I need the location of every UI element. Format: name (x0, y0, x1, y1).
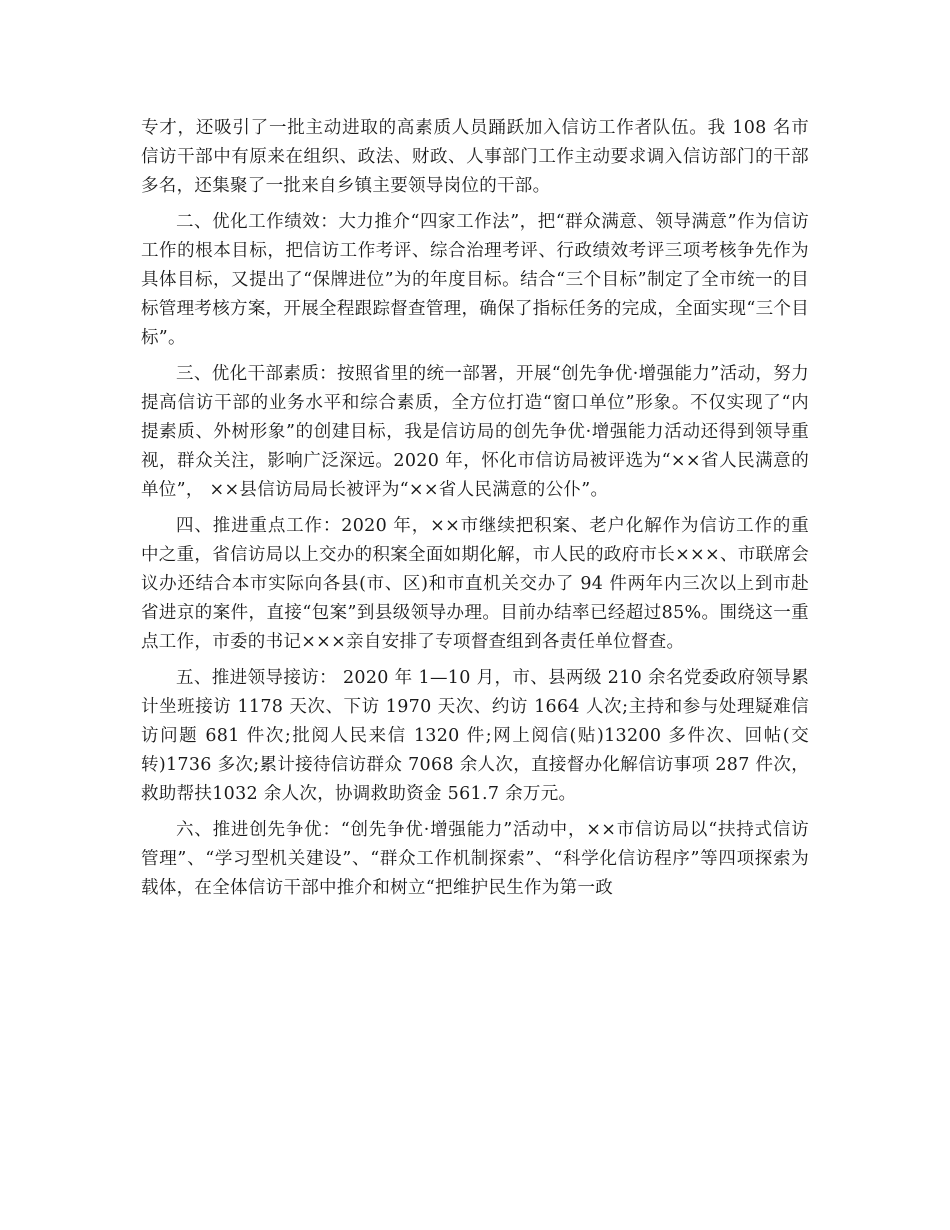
paragraph-cadre-quality: 三、优化干部素质：按照省里的统一部署，开展“创先争优·增强能力”活动，努力提高信访干部的业务水平和综合素质，全方位打造“窗口单位”形象。不仅实现了“内提素质、外树形象”的创建目标，我是信访局的创先争优·增强能力活动还得到领导重视，群众关注，影响广泛深远。2020 年，怀化市信访局被评选为“××省人民满意的单位”， ××县信访局局长被评为“××省人民满意的公仆”。 (141, 364, 809, 500)
paragraph-leader-reception: 五、推进领导接访： 2020 年 1—10 月，市、县两级 210 余名党委政府领导累计坐班接访 1178 天次、下访 1970 天次、约访 1664 人次;主持和参与处理疑难信访问题 681 件次;批阅人民来信 1320 件;网上阅信(贴)13200 多件次、回帖(交转)1736 多次;累计接待信访群众 7068 余人次，直接督办化解信访事项 287 件次，救助帮扶1032 余人次，协调救助资金 561.7 余万元。 (141, 668, 809, 804)
paragraph-work-performance: 二、优化工作绩效：大力推介“四家工作法”，把“群众满意、领导满意”作为信访工作的根本目标，把信访工作考评、综合治理考评、行政绩效考评三项考核争先作为具体目标，又提出了“保牌进位”为的年度目标。结合“三个目标”制定了全市统一的目标管理考核方案，开展全程跟踪督查管理，确保了指标任务的完成，全面实现“三个目标”。 (141, 212, 809, 348)
paragraph-excellence: 六、推进创先争优：“创先争优·增强能力”活动中，××市信访局以“扶持式信访管理”、“学习型机关建设”、“群众工作机制探索”、“科学化信访程序”等四项探索为载体，在全体信访干部中推介和树立“把维护民生作为第一政 (141, 820, 809, 898)
paragraph-key-work: 四、推进重点工作：2020 年，××市继续把积案、老户化解作为信访工作的重中之重，省信访局以上交办的积案全面如期化解，市人民的政府市长×××、市联席会议办还结合本市实际向各县(市、区)和市直机关交办了 94 件两年内三次以上到市赴省进京的案件，直接“包案”到县级领导办理。目前办结率已经超过85%。围绕这一重点工作，市委的书记×××亲自安排了专项督查组到各责任单位督查。 (141, 516, 809, 652)
paragraph-continuation: 专才，还吸引了一批主动进取的高素质人员踊跃加入信访工作者队伍。我 108 名市信访干部中有原来在组织、政法、财政、人事部门工作主动要求调入信访部门的干部多名，还集聚了一批来自乡镇主要领导岗位的干部。 (141, 118, 809, 196)
document-body (141, 114, 809, 910)
